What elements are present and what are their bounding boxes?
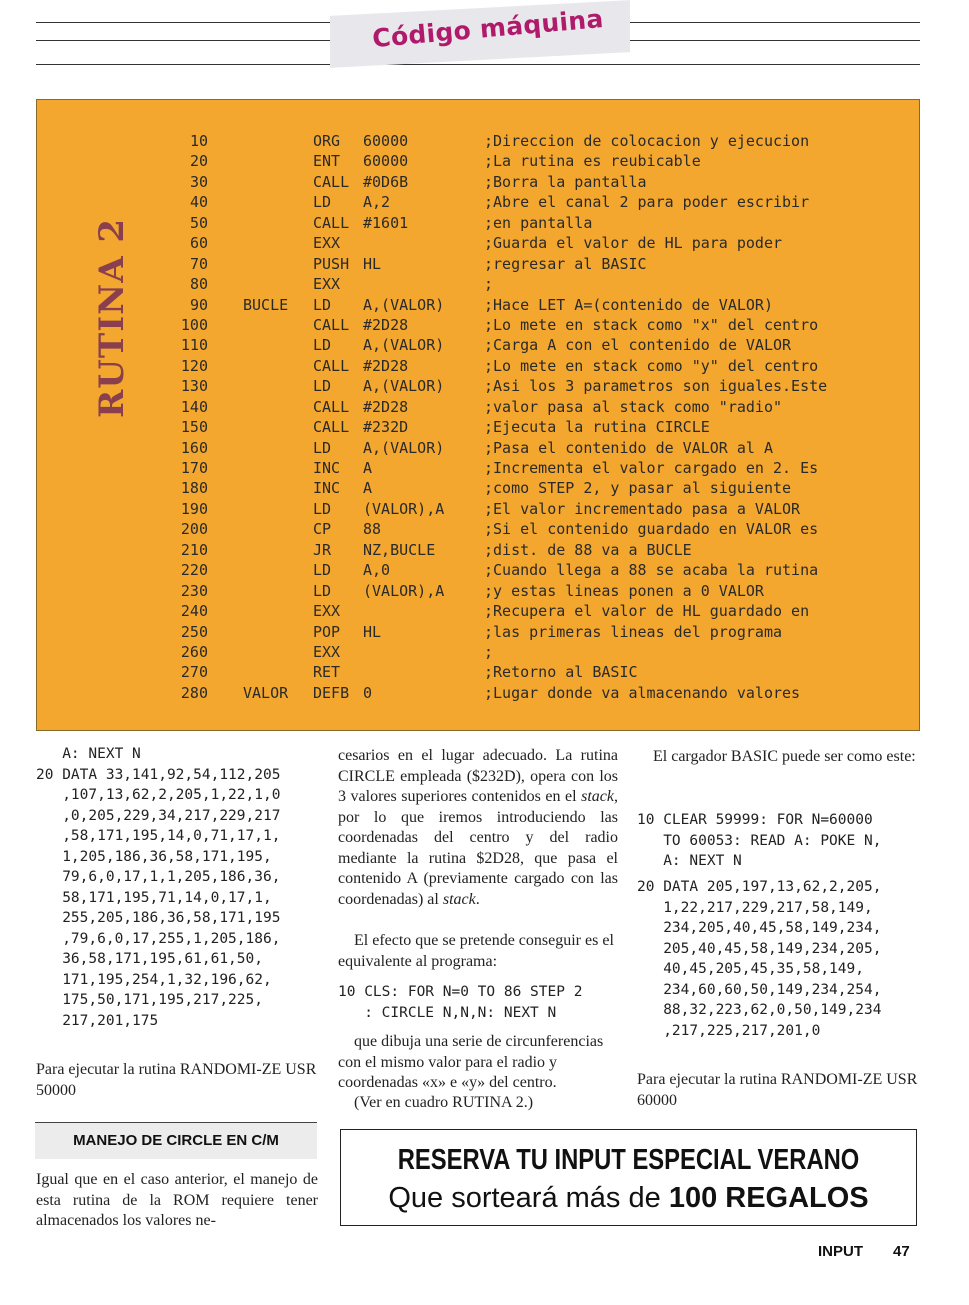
operand: (VALOR),A	[363, 499, 445, 518]
line-comment: ;	[484, 275, 494, 294]
operand: 60000	[363, 152, 409, 171]
line-label: BUCLE	[243, 295, 289, 314]
operand: A,0	[363, 561, 391, 580]
line-number: 240	[180, 602, 208, 621]
listing-rows	[37, 131, 921, 703]
body-paragraph: El efecto que se pretende conseguir es el equivalente al programa:	[338, 932, 614, 970]
operand: A,2	[363, 193, 391, 212]
line-comment: ;Recupera el valor de HL guardado en	[484, 602, 810, 621]
listing-box	[36, 99, 920, 731]
page-number: 47	[893, 1243, 910, 1260]
line-number: 260	[180, 642, 208, 661]
code-line	[37, 335, 921, 355]
line-number: 90	[189, 295, 208, 314]
line-comment: ;valor pasa al stack como "radio"	[484, 397, 783, 416]
promo-sub-bold: 100 REGALOS	[668, 1182, 869, 1214]
code-line	[37, 254, 921, 274]
code-line	[37, 274, 921, 294]
opcode: LD	[313, 336, 332, 355]
line-comment: ;en pantalla	[484, 213, 593, 232]
line-comment: ;dist. de 88 va a BUCLE	[484, 540, 692, 559]
opcode: CALL	[313, 356, 350, 375]
operand: A,(VALOR)	[363, 295, 445, 314]
body-paragraph: El cargador BASIC puede ser como este:	[653, 748, 916, 765]
opcode: DEFB	[313, 683, 350, 702]
line-number: 120	[180, 356, 208, 375]
line-number: 30	[189, 172, 208, 191]
line-number: 130	[180, 377, 208, 396]
operand: HL	[363, 622, 382, 641]
opcode: LD	[313, 438, 332, 457]
code-line	[37, 601, 921, 621]
line-comment: ;regresar al BASIC	[484, 254, 647, 273]
operand: A	[363, 459, 373, 477]
line-comment: ;Incrementa el valor cargado en 2. Es	[484, 459, 819, 477]
line-comment: ;las primeras lineas del programa	[484, 622, 783, 641]
line-comment: ;y estas lineas ponen a 0 VALOR	[484, 581, 764, 600]
operand: #2D28	[363, 397, 409, 416]
section-heading: MANEJO DE CIRCLE EN C/M	[35, 1122, 317, 1159]
line-number: 100	[180, 315, 208, 334]
opcode: LD	[313, 561, 332, 580]
line-number: 250	[180, 622, 208, 641]
code-line	[37, 499, 921, 519]
line-number: 270	[180, 663, 208, 682]
line-comment: ;La rutina es reubicable	[484, 152, 701, 171]
line-comment: ;Cuando llega a 88 se acaba la rutina	[484, 561, 819, 580]
line-number: 160	[180, 438, 208, 457]
code-line	[37, 172, 921, 192]
code-line	[37, 315, 921, 335]
opcode: LD	[313, 581, 332, 600]
code-line	[37, 458, 921, 478]
loader-data-code: 20 DATA 205,197,13,62,2,205, 1,22,217,229,217,58,149, 234,205,40,45,58,149,234, 205,40,45,58,149,234,205, 40,45,205,45,35,58,149, 234,60,60,50,149,234,254, 88,32,223,62,0,50,149,234 ,217,225,217,201,0	[637, 879, 882, 1039]
opcode: POP	[313, 622, 341, 641]
code-line	[37, 581, 921, 601]
code-line	[37, 683, 921, 703]
line-comment: ;Hace LET A=(contenido de VALOR)	[484, 295, 773, 314]
code-line	[37, 295, 921, 315]
code-line	[37, 151, 921, 171]
code-line	[37, 233, 921, 253]
opcode: CALL	[313, 418, 350, 437]
opcode: INC	[313, 479, 341, 498]
line-comment: ;Guarda el valor de HL para poder	[484, 234, 783, 253]
operand: #2D28	[363, 315, 409, 334]
operand: #1601	[363, 213, 409, 232]
line-number: 230	[180, 581, 208, 600]
line-comment: ;Abre el canal 2 para poder escribir	[484, 193, 810, 212]
line-comment: ;Si el contenido guardado en VALOR es	[484, 520, 819, 539]
code-line	[37, 438, 921, 458]
code-line	[37, 662, 921, 682]
code-line	[37, 192, 921, 212]
line-number: 40	[189, 193, 208, 212]
opcode: ORG	[313, 132, 341, 150]
line-comment: ;Lo mete en stack como "x" del centro	[484, 315, 819, 334]
line-number: 10	[189, 132, 208, 150]
header-rule	[36, 64, 920, 65]
body-paragraph: que dibuja una serie de circunferencias con el mismo valor para el radio y coordenadas «x» e «y» del centro.	[338, 1033, 604, 1091]
opcode: EXX	[313, 275, 341, 294]
opcode: JR	[313, 540, 332, 559]
line-number: 60	[189, 234, 208, 253]
operand: HL	[363, 254, 382, 273]
promo-box	[340, 1129, 917, 1226]
opcode: LD	[313, 295, 332, 314]
header-rule	[36, 22, 336, 23]
operand: 0	[363, 683, 373, 702]
section-title: Código máquina	[371, 3, 605, 54]
header-rule	[625, 22, 920, 23]
line-number: 220	[180, 561, 208, 580]
line-number: 190	[180, 499, 208, 518]
line-comment: ;Direccion de colocacion y ejecucion	[484, 132, 810, 150]
promo-title: RESERVA TU INPUT ESPECIAL VERANO	[397, 1144, 860, 1176]
opcode: EXX	[313, 602, 341, 621]
operand: #2D28	[363, 356, 409, 375]
text-run: , por lo que iremos introduciendo las coordenadas del centro y del radio mediante la rutina $2D28, que pasa el contenido A (previamente cargado con las coordenadas) al	[338, 788, 618, 908]
opcode: CALL	[313, 213, 350, 232]
code-line	[37, 213, 921, 233]
section-text: Igual que en el caso anterior, el manejo de esta rutina de la ROM requiere tener almacenados los valores ne-	[36, 1171, 318, 1229]
line-number: 70	[189, 254, 208, 273]
opcode: EXX	[313, 234, 341, 253]
opcode: CP	[313, 520, 332, 539]
opcode: RET	[313, 663, 341, 682]
line-comment: ;Lugar donde va almacenando valores	[484, 683, 801, 702]
code-line	[37, 540, 921, 560]
promo-sub-text: Que sorteará más de	[388, 1182, 669, 1214]
line-comment: ;Retorno al BASIC	[484, 663, 638, 682]
line-number: 150	[180, 418, 208, 437]
text-run-italic: stack	[442, 890, 476, 908]
line-comment: ;Pasa el contenido de VALOR al A	[484, 438, 773, 457]
code-line	[37, 622, 921, 642]
header-rule	[36, 40, 336, 41]
code-line	[37, 356, 921, 376]
line-comment: ;Lo mete en stack como "y" del centro	[484, 356, 819, 375]
line-number: 80	[189, 275, 208, 294]
run-note-2: Para ejecutar la rutina RANDOMI-ZE USR 60000	[637, 1071, 918, 1109]
code-line	[37, 642, 921, 662]
line-comment: ;Ejecuta la rutina CIRCLE	[484, 418, 710, 437]
promo-subtitle	[341, 1182, 916, 1215]
code-line	[37, 560, 921, 580]
body-paragraph	[338, 746, 618, 910]
line-comment: ;Carga A con el contenido de VALOR	[484, 336, 792, 355]
operand: A,(VALOR)	[363, 377, 445, 396]
line-number: 170	[180, 459, 208, 477]
operand: A,(VALOR)	[363, 336, 445, 355]
basic-example-code: 10 CLS: FOR N=0 TO 86 STEP 2 : CIRCLE N,N,N: NEXT N	[338, 984, 583, 1021]
line-label: VALOR	[243, 683, 289, 702]
opcode: EXX	[313, 642, 341, 661]
line-comment: ;como STEP 2, y pasar al siguiente	[484, 479, 792, 498]
line-comment: ;Asi los 3 parametros son iguales.Este	[484, 377, 828, 396]
operand: 88	[363, 520, 382, 539]
text-run: .	[475, 890, 480, 908]
code-line	[37, 131, 921, 151]
text-run-italic: stack	[581, 788, 614, 805]
line-comment: ;Borra la pantalla	[484, 172, 647, 191]
text-run: cesarios en el lugar adecuado. La rutina CIRCLE empleada ($232D), opera con los 3 valores superiores contenidos en el	[338, 747, 618, 805]
line-number: 180	[180, 479, 208, 498]
opcode: CALL	[313, 315, 350, 334]
line-number: 20	[189, 152, 208, 171]
line-number: 140	[180, 397, 208, 416]
opcode: INC	[313, 459, 341, 477]
line-comment: ;El valor incrementado pasa a VALOR	[484, 499, 801, 518]
operand: A	[363, 479, 373, 498]
data-listing-code: A: NEXT N 20 DATA 33,141,92,54,112,205 ,107,13,62,2,205,1,22,1,0 ,0,205,229,34,217,229,217 ,58,171,195,14,0,71,17,1, 1,205,186,36,58,171,195, 79,6,0,17,1,1,205,186,36, 58,171,195,71,14,0,17,1, 255,205,186,36,58,171,195 ,79,6,0,17,255,1,205,186, 36,58,171,195,61,61,50, 171,195,254,1,32,196,62, 175,50,171,195,217,225, 217,201,175	[36, 746, 281, 1029]
line-number: 200	[180, 520, 208, 539]
line-comment: ;	[484, 642, 494, 661]
operand: #0D6B	[363, 172, 409, 191]
operand: (VALOR),A	[363, 581, 445, 600]
line-number: 210	[180, 540, 208, 559]
code-line	[37, 397, 921, 417]
code-line	[37, 519, 921, 539]
line-number: 110	[180, 336, 208, 355]
code-line	[37, 478, 921, 498]
run-note-1: Para ejecutar la rutina RANDOMI-ZE USR 50000	[36, 1061, 317, 1099]
operand: A,(VALOR)	[363, 438, 445, 457]
loader-code: 10 CLEAR 59999: FOR N=60000 TO 60053: READ A: POKE N, A: NEXT N	[637, 812, 882, 869]
opcode: CALL	[313, 172, 350, 191]
opcode: LD	[313, 499, 332, 518]
header-rule	[625, 40, 920, 41]
listing-side-label: RUTINA 2	[92, 217, 132, 418]
opcode: LD	[313, 377, 332, 396]
line-number: 280	[180, 683, 208, 702]
footer-magazine: INPUT	[818, 1243, 863, 1260]
operand: #232D	[363, 418, 409, 437]
opcode: CALL	[313, 397, 350, 416]
opcode: PUSH	[313, 254, 350, 273]
code-line	[37, 376, 921, 396]
opcode: LD	[313, 193, 332, 212]
operand: NZ,BUCLE	[363, 540, 436, 559]
code-line	[37, 417, 921, 437]
line-number: 50	[189, 213, 208, 232]
operand: 60000	[363, 132, 409, 150]
opcode: ENT	[313, 152, 341, 171]
body-paragraph: (Ver en cuadro RUTINA 2.)	[354, 1094, 534, 1111]
